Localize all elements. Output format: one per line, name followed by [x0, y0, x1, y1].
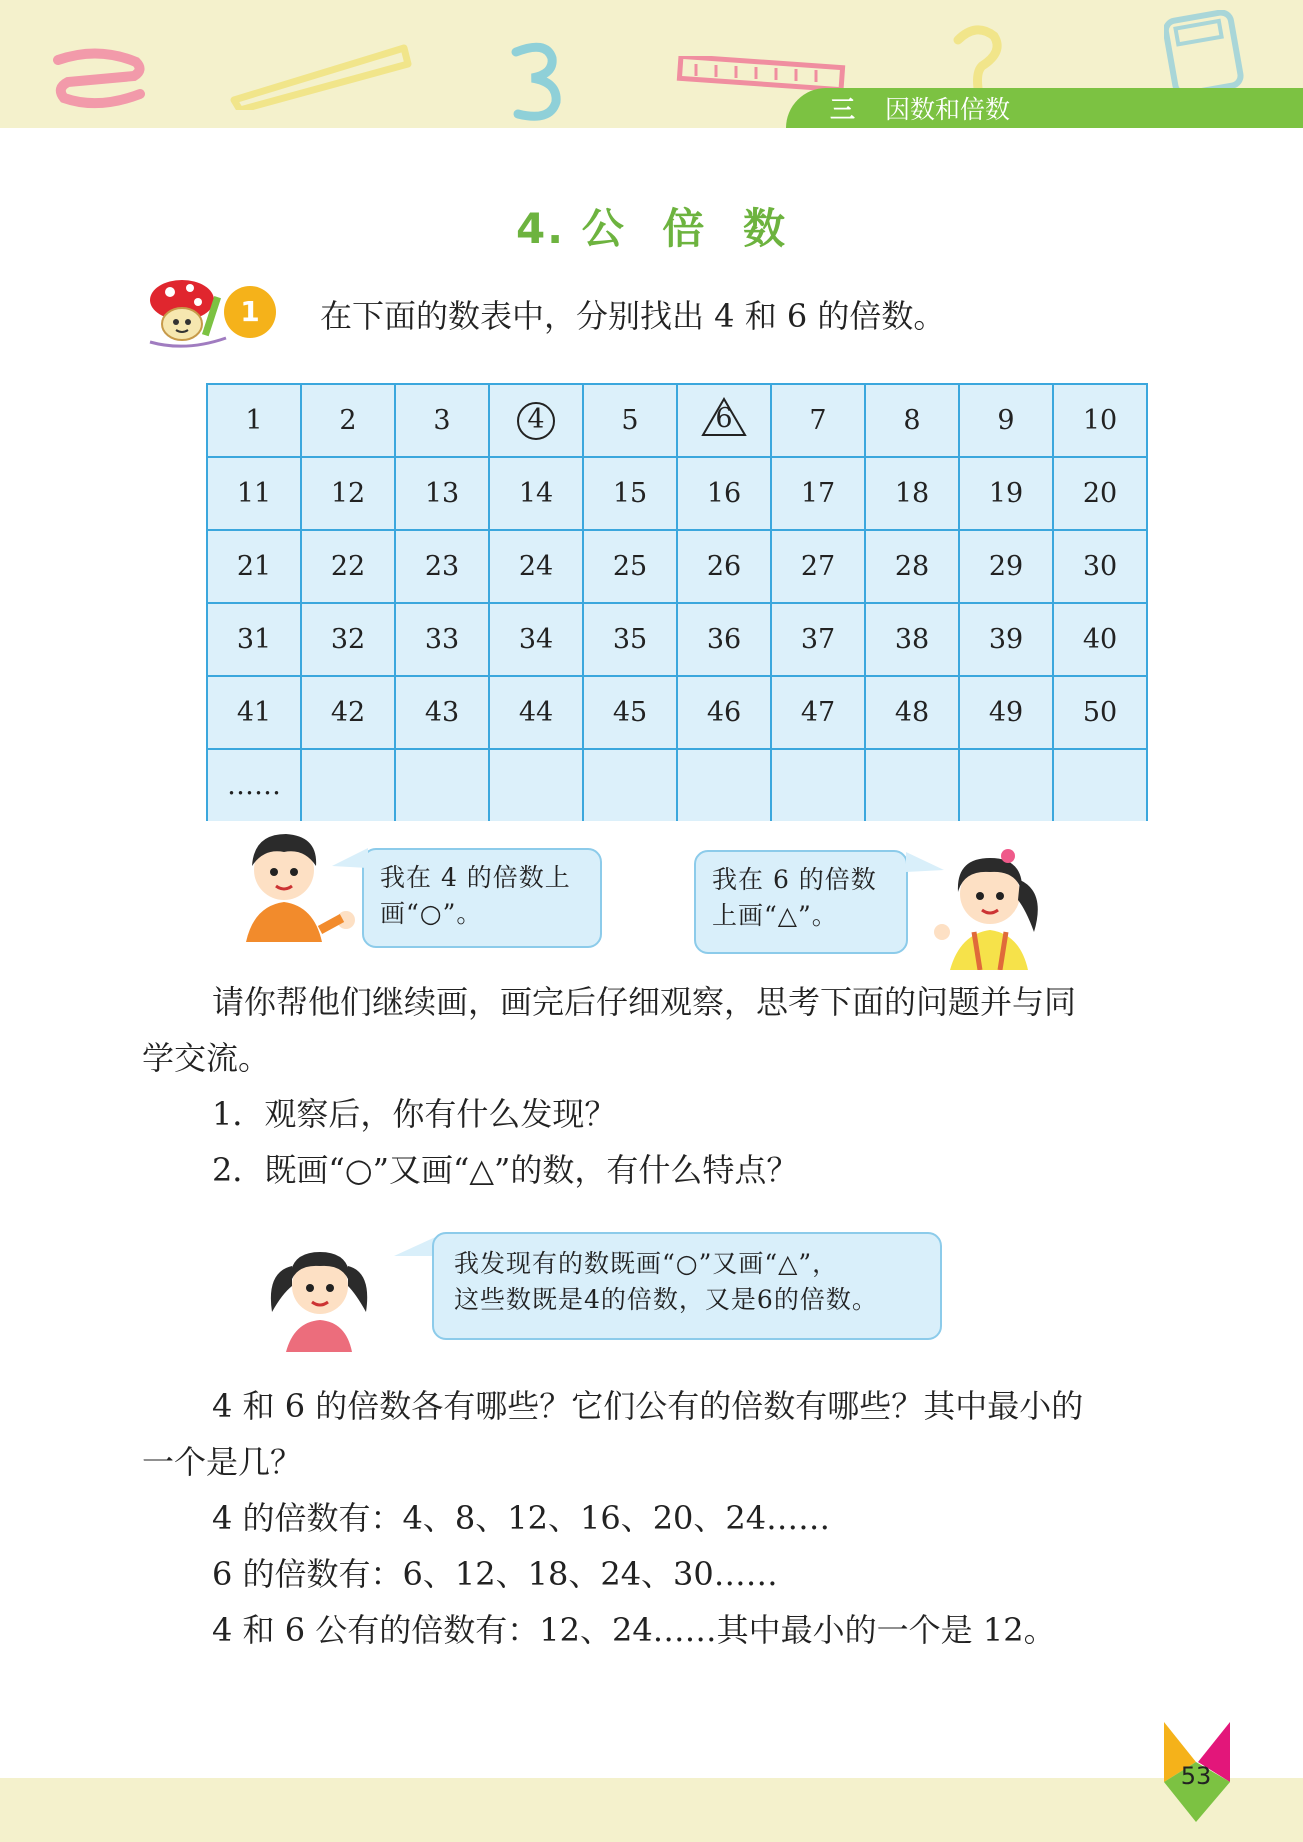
common-multiples: 4 和 6 公有的倍数有：12、24……其中最小的一个是 12。	[212, 1611, 1056, 1649]
table-cell: 50	[1053, 676, 1147, 749]
table-cell: 35	[583, 603, 677, 676]
table-cell: 11	[207, 457, 301, 530]
table-cell: 5	[583, 384, 677, 457]
table-cell: 27	[771, 530, 865, 603]
multiples-of-6: 6 的倍数有：6、12、18、24、30……	[212, 1555, 778, 1593]
table-cell	[395, 749, 489, 821]
table-cell: 26	[677, 530, 771, 603]
question-2: 2．既画“○”又画“△”的数，有什么特点？	[212, 1151, 799, 1189]
section-title-part: 数	[743, 204, 788, 253]
table-cell: 18	[865, 457, 959, 530]
table-cell: 3	[395, 384, 489, 457]
table-cell: 32	[301, 603, 395, 676]
table-cell	[959, 749, 1053, 821]
table-cell: 40	[1053, 603, 1147, 676]
table-cell	[1053, 749, 1147, 821]
girl-pigtails-icon	[266, 1236, 372, 1352]
paragraph-line: 学交流。	[142, 1039, 271, 1077]
table-cell: 25	[583, 530, 677, 603]
table-cell: 39	[959, 603, 1053, 676]
table-cell: 37	[771, 603, 865, 676]
table-cell: 44	[489, 676, 583, 749]
bubble-text: 我在 4 的倍数上	[380, 863, 571, 892]
table-cell: 10	[1053, 384, 1147, 457]
number-three-icon	[506, 40, 566, 124]
bubble-tail	[332, 846, 372, 870]
table-cell: 8	[865, 384, 959, 457]
table-cell: 2	[301, 384, 395, 457]
paperclip-icon	[48, 40, 148, 112]
paragraph-line: 请你帮他们继续画，画完后仔细观察，思考下面的问题并与同	[212, 983, 1077, 1021]
table-cell: 43	[395, 676, 489, 749]
table-cell	[865, 749, 959, 821]
paragraph-line: 一个是几？	[142, 1443, 303, 1481]
girl2-speech-bubble	[432, 1232, 942, 1340]
bubble-text: 画“○”。	[380, 899, 483, 928]
table-cell: 49	[959, 676, 1053, 749]
table-cell: 9	[959, 384, 1053, 457]
table-cell: 46	[677, 676, 771, 749]
girl-speech-bubble	[694, 850, 908, 954]
table-cell: 38	[865, 603, 959, 676]
page-number: 53	[1180, 1762, 1212, 1790]
calculator-icon	[1164, 10, 1244, 94]
table-cell: 15	[583, 457, 677, 530]
table-cell: 13	[395, 457, 489, 530]
table-cell: 31	[207, 603, 301, 676]
table-row	[207, 530, 1147, 603]
example-prompt: 在下面的数表中，分别找出 4 和 6 的倍数。	[320, 297, 946, 335]
table-cell: 29	[959, 530, 1053, 603]
table-cell: 48	[865, 676, 959, 749]
multiples-of-4: 4 的倍数有：4、8、12、16、20、24……	[212, 1499, 831, 1537]
boy-character-icon	[234, 826, 360, 942]
mushroom-mascot-icon	[146, 276, 230, 350]
ruler-icon	[226, 30, 412, 110]
table-cell: 19	[959, 457, 1053, 530]
table-cell: 17	[771, 457, 865, 530]
table-cell	[583, 749, 677, 821]
table-cell: 12	[301, 457, 395, 530]
table-cell: 34	[489, 603, 583, 676]
table-row	[207, 749, 1147, 821]
table-cell	[489, 749, 583, 821]
table-cell: 28	[865, 530, 959, 603]
table-cell: 20	[1053, 457, 1147, 530]
table-row	[207, 384, 1147, 457]
table-cell: 21	[207, 530, 301, 603]
table-cell: 47	[771, 676, 865, 749]
question-1: 1．观察后，你有什么发现？	[212, 1095, 617, 1133]
table-cell: ……	[207, 749, 301, 821]
boy-speech-bubble	[362, 848, 602, 948]
table-cell: 14	[489, 457, 583, 530]
bubble-text: 我发现有的数既画“○”又画“△”，	[454, 1249, 839, 1278]
bubble-text: 上画“△”。	[712, 901, 838, 930]
table-cell: 7	[771, 384, 865, 457]
table-cell: 1	[207, 384, 301, 457]
circled-number: 4	[517, 402, 555, 440]
table-cell	[301, 749, 395, 821]
chapter-number: 三	[830, 95, 856, 124]
number-table	[206, 383, 1148, 821]
triangled-number: 6	[701, 397, 747, 437]
table-cell: 41	[207, 676, 301, 749]
table-cell	[677, 749, 771, 821]
bubble-text: 这些数既是4的倍数，又是6的倍数。	[454, 1285, 878, 1314]
table-row	[207, 676, 1147, 749]
section-title-part: 倍	[662, 204, 707, 253]
table-cell	[677, 384, 771, 457]
table-cell	[771, 749, 865, 821]
table-row	[207, 457, 1147, 530]
paragraph-line: 4 和 6 的倍数各有哪些？它们公有的倍数有哪些？其中最小的	[212, 1387, 1084, 1425]
section-title	[0, 196, 1303, 256]
bubble-text: 我在 6 的倍数	[712, 865, 877, 894]
footer-band	[0, 1778, 1303, 1842]
girl-character-icon	[930, 840, 1050, 970]
table-cell: 23	[395, 530, 489, 603]
table-cell: 42	[301, 676, 395, 749]
example-number-badge: 1	[224, 286, 276, 338]
chapter-title: 因数和倍数	[885, 95, 1011, 124]
table-row	[207, 603, 1147, 676]
table-cell: 36	[677, 603, 771, 676]
table-cell: 16	[677, 457, 771, 530]
chapter-bar	[786, 88, 1303, 128]
section-title-part: 4. 公	[515, 204, 626, 253]
table-cell: 24	[489, 530, 583, 603]
table-cell: 30	[1053, 530, 1147, 603]
table-cell: 22	[301, 530, 395, 603]
table-cell	[489, 384, 583, 457]
table-cell: 45	[583, 676, 677, 749]
table-cell: 33	[395, 603, 489, 676]
